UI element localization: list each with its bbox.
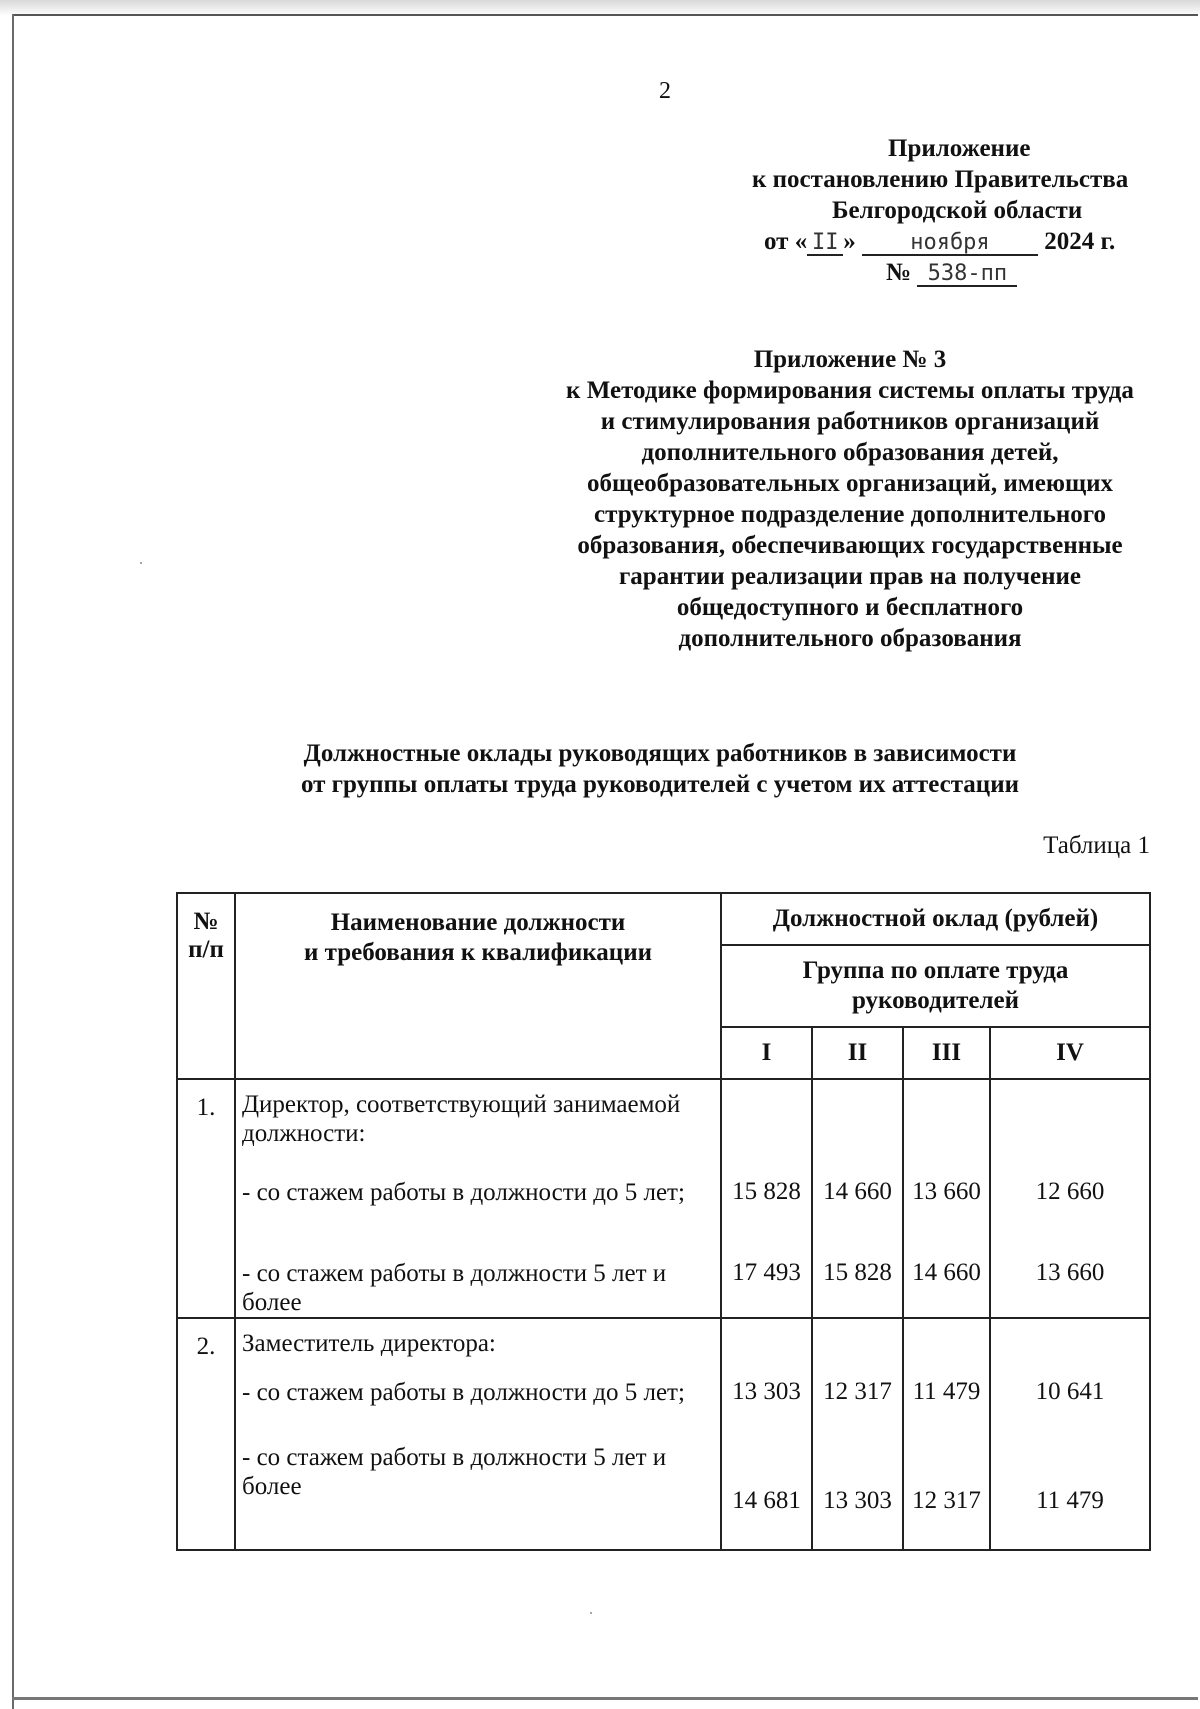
annex-line: дополнительного образования детей, [641, 439, 1059, 466]
approval-title: Приложение [888, 135, 1031, 162]
position-item: - со стажем работы в должности 5 лет и более [242, 1260, 667, 1316]
position-title: Директор, соответствующий занимаемой должности: [242, 1091, 681, 1147]
table-header-row [177, 893, 1150, 945]
salary-value: 11 479 [1036, 1487, 1104, 1514]
scan-border-top [12, 14, 1198, 16]
header-group-4: IV [990, 1027, 1150, 1079]
annex-line: общедоступного и бесплатного [676, 594, 1024, 621]
date-mid: » [843, 228, 856, 255]
salary-table [176, 892, 1151, 1551]
date-year: 2024 г. [1044, 228, 1116, 255]
approval-number [886, 257, 1017, 288]
salary-value: 14 660 [823, 1178, 892, 1205]
header-position-line-2: и требования к квалификации [303, 939, 653, 966]
annex-line: к Методике формирования системы оплаты труда [566, 377, 1134, 404]
position-item: - со стажем работы в должности 5 лет и более [242, 1444, 667, 1500]
salary-value: 12 317 [912, 1487, 981, 1514]
header-number-line-2: п/п [188, 936, 224, 963]
salary-cell [812, 1079, 903, 1318]
salary-value: 12 317 [823, 1378, 892, 1405]
number-value: 538-пп [917, 263, 1017, 287]
header-salary: Должностной оклад (рублей) [721, 893, 1150, 945]
table-label: Таблица 1 [1043, 832, 1150, 859]
header-group-2: II [812, 1027, 903, 1079]
salary-value: 14 681 [732, 1487, 801, 1514]
header-group-1: I [721, 1027, 812, 1079]
annex-line: образования, обеспечивающих государственные [577, 532, 1123, 559]
number-prefix: № [886, 259, 912, 286]
header-number-line-1: № [193, 908, 219, 935]
position-item: - со стажем работы в должности до 5 лет; [242, 1179, 685, 1206]
approval-date [764, 226, 1115, 257]
header-group-3: III [903, 1027, 990, 1079]
salary-cell [903, 1318, 990, 1550]
date-month: ноября [862, 232, 1038, 256]
salary-cell [721, 1079, 812, 1318]
salary-value: 13 660 [1035, 1259, 1105, 1286]
salary-value: 12 660 [1035, 1178, 1105, 1205]
annex-line: структурное подразделение дополнительного [594, 501, 1106, 528]
header-position-line-1: Наименование должности [330, 909, 626, 936]
table-row [177, 1318, 1150, 1550]
salary-value: 13 660 [912, 1178, 981, 1205]
approval-line-3: Белгородской области [832, 197, 1083, 224]
annex-line: общеобразовательных организаций, имеющих [586, 470, 1113, 497]
salary-cell [721, 1318, 812, 1550]
salary-value: 13 303 [732, 1378, 801, 1405]
row-number: 2. [177, 1318, 235, 1550]
row-position [235, 1318, 721, 1550]
scan-border-left [12, 14, 14, 1709]
header-group-line-1: Группа по оплате труда [802, 957, 1069, 984]
annex-line: гарантии реализации прав на получение [618, 563, 1082, 590]
row-number: 1. [177, 1079, 235, 1318]
document-title-line-1: Должностные оклады руководящих работников в зависимости [303, 740, 1017, 767]
salary-cell [903, 1079, 990, 1318]
salary-value: 11 479 [912, 1378, 981, 1405]
scan-speck [140, 562, 142, 564]
position-title: Заместитель директора: [242, 1330, 496, 1357]
header-number [177, 893, 235, 1079]
annex-line: дополнительного образования [678, 625, 1022, 652]
salary-value: 17 493 [732, 1259, 801, 1286]
salary-value: 15 828 [732, 1178, 801, 1205]
salary-value: 14 660 [912, 1259, 981, 1286]
header-group-line-2: руководителей [851, 987, 1020, 1014]
page-number: 2 [659, 78, 671, 104]
date-day: II [807, 232, 843, 256]
table-row [177, 1079, 1150, 1318]
annex-line: и стимулирования работников организаций [600, 408, 1100, 435]
salary-cell [812, 1318, 903, 1550]
scan-speck [590, 1612, 592, 1614]
approval-line-2: к постановлению Правительства [752, 166, 1129, 193]
salary-value: 15 828 [823, 1259, 892, 1286]
salary-cell [990, 1318, 1150, 1550]
annex-line: Приложение № 3 [753, 346, 947, 373]
date-prefix: от « [764, 228, 808, 255]
row-position [235, 1079, 721, 1318]
header-group [721, 945, 1150, 1027]
position-item: - со стажем работы в должности до 5 лет; [242, 1379, 685, 1406]
salary-value: 10 641 [1035, 1378, 1105, 1405]
scan-border-bottom [12, 1697, 1198, 1700]
document-title-line-2: от группы оплаты труда руководителей с учетом их аттестации [300, 771, 1020, 798]
document-title [200, 738, 1120, 800]
salary-cell [990, 1079, 1150, 1318]
annex-block [540, 344, 1160, 654]
salary-value: 13 303 [823, 1487, 892, 1514]
header-position [235, 893, 721, 1079]
